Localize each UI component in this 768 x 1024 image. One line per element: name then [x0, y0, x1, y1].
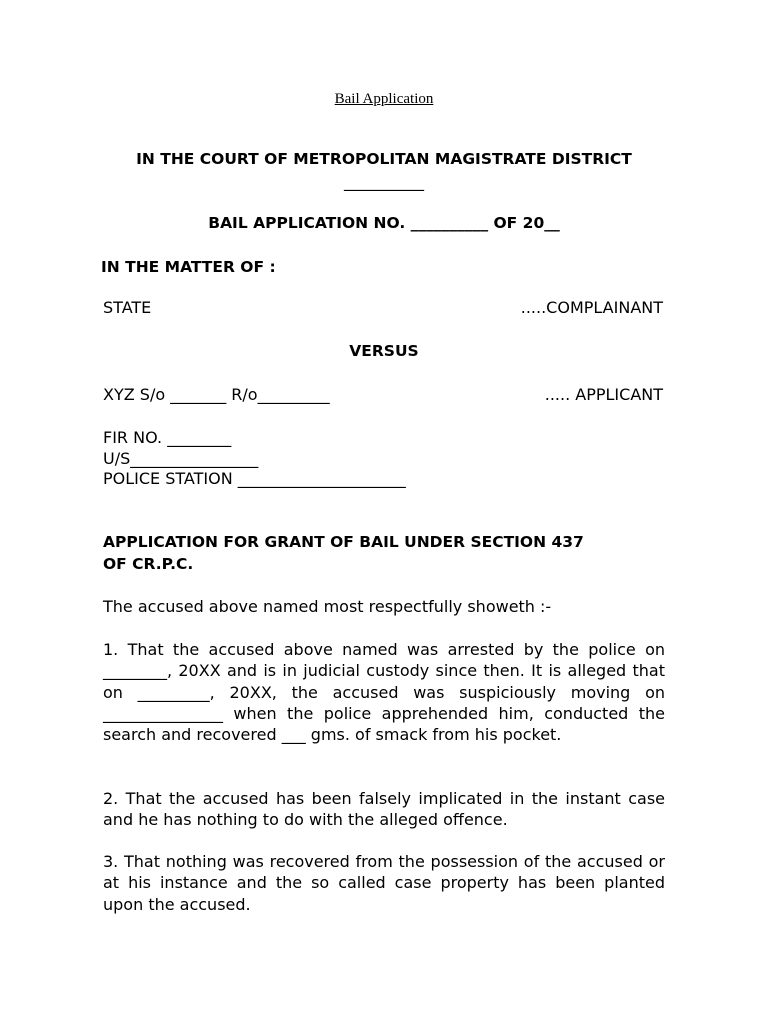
application-heading-line2: OF CR.P.C.: [103, 555, 194, 573]
versus-heading: VERSUS: [349, 342, 419, 360]
party-applicant-role: ..... APPLICANT: [544, 385, 663, 404]
party-complainant-role: .....COMPLAINANT: [520, 298, 663, 317]
intro-paragraph: The accused above named most respectfully showeth :-: [103, 597, 552, 616]
paragraph-2: 2. That the accused has been falsely implicated in the instant case and he has nothing to do with the alleged offence.: [103, 789, 665, 830]
under-section: U/S________________: [103, 449, 259, 468]
paragraph-1: 1. That the accused above named was arrested by the police on ________, 20XX and is in judicial custody since then. It is alleged that on _________, 20XX, the accused was suspiciously moving on _______________ when the police apprehended him, conducted the search and recovered ___ gms. of smack from his pocket.: [103, 640, 665, 745]
party-applicant-name: XYZ S/o _______ R/o_________: [103, 385, 330, 404]
police-station: POLICE STATION _____________________: [103, 469, 406, 488]
fir-number: FIR NO. ________: [103, 428, 232, 447]
paragraph-3: 3. That nothing was recovered from the possession of the accused or at his instance and the so called case property has been planted upon the accused.: [103, 852, 665, 914]
court-district-blank: __________: [344, 172, 424, 191]
application-heading-line1: APPLICATION FOR GRANT OF BAIL UNDER SECTION 437: [103, 533, 584, 551]
court-heading: IN THE COURT OF METROPOLITAN MAGISTRATE DISTRICT: [136, 150, 632, 168]
party-complainant-name: STATE: [103, 298, 152, 317]
in-the-matter-heading: IN THE MATTER OF :: [101, 258, 276, 276]
document-title: Bail Application: [334, 91, 434, 107]
application-number: BAIL APPLICATION NO. __________ OF 20__: [208, 214, 560, 232]
